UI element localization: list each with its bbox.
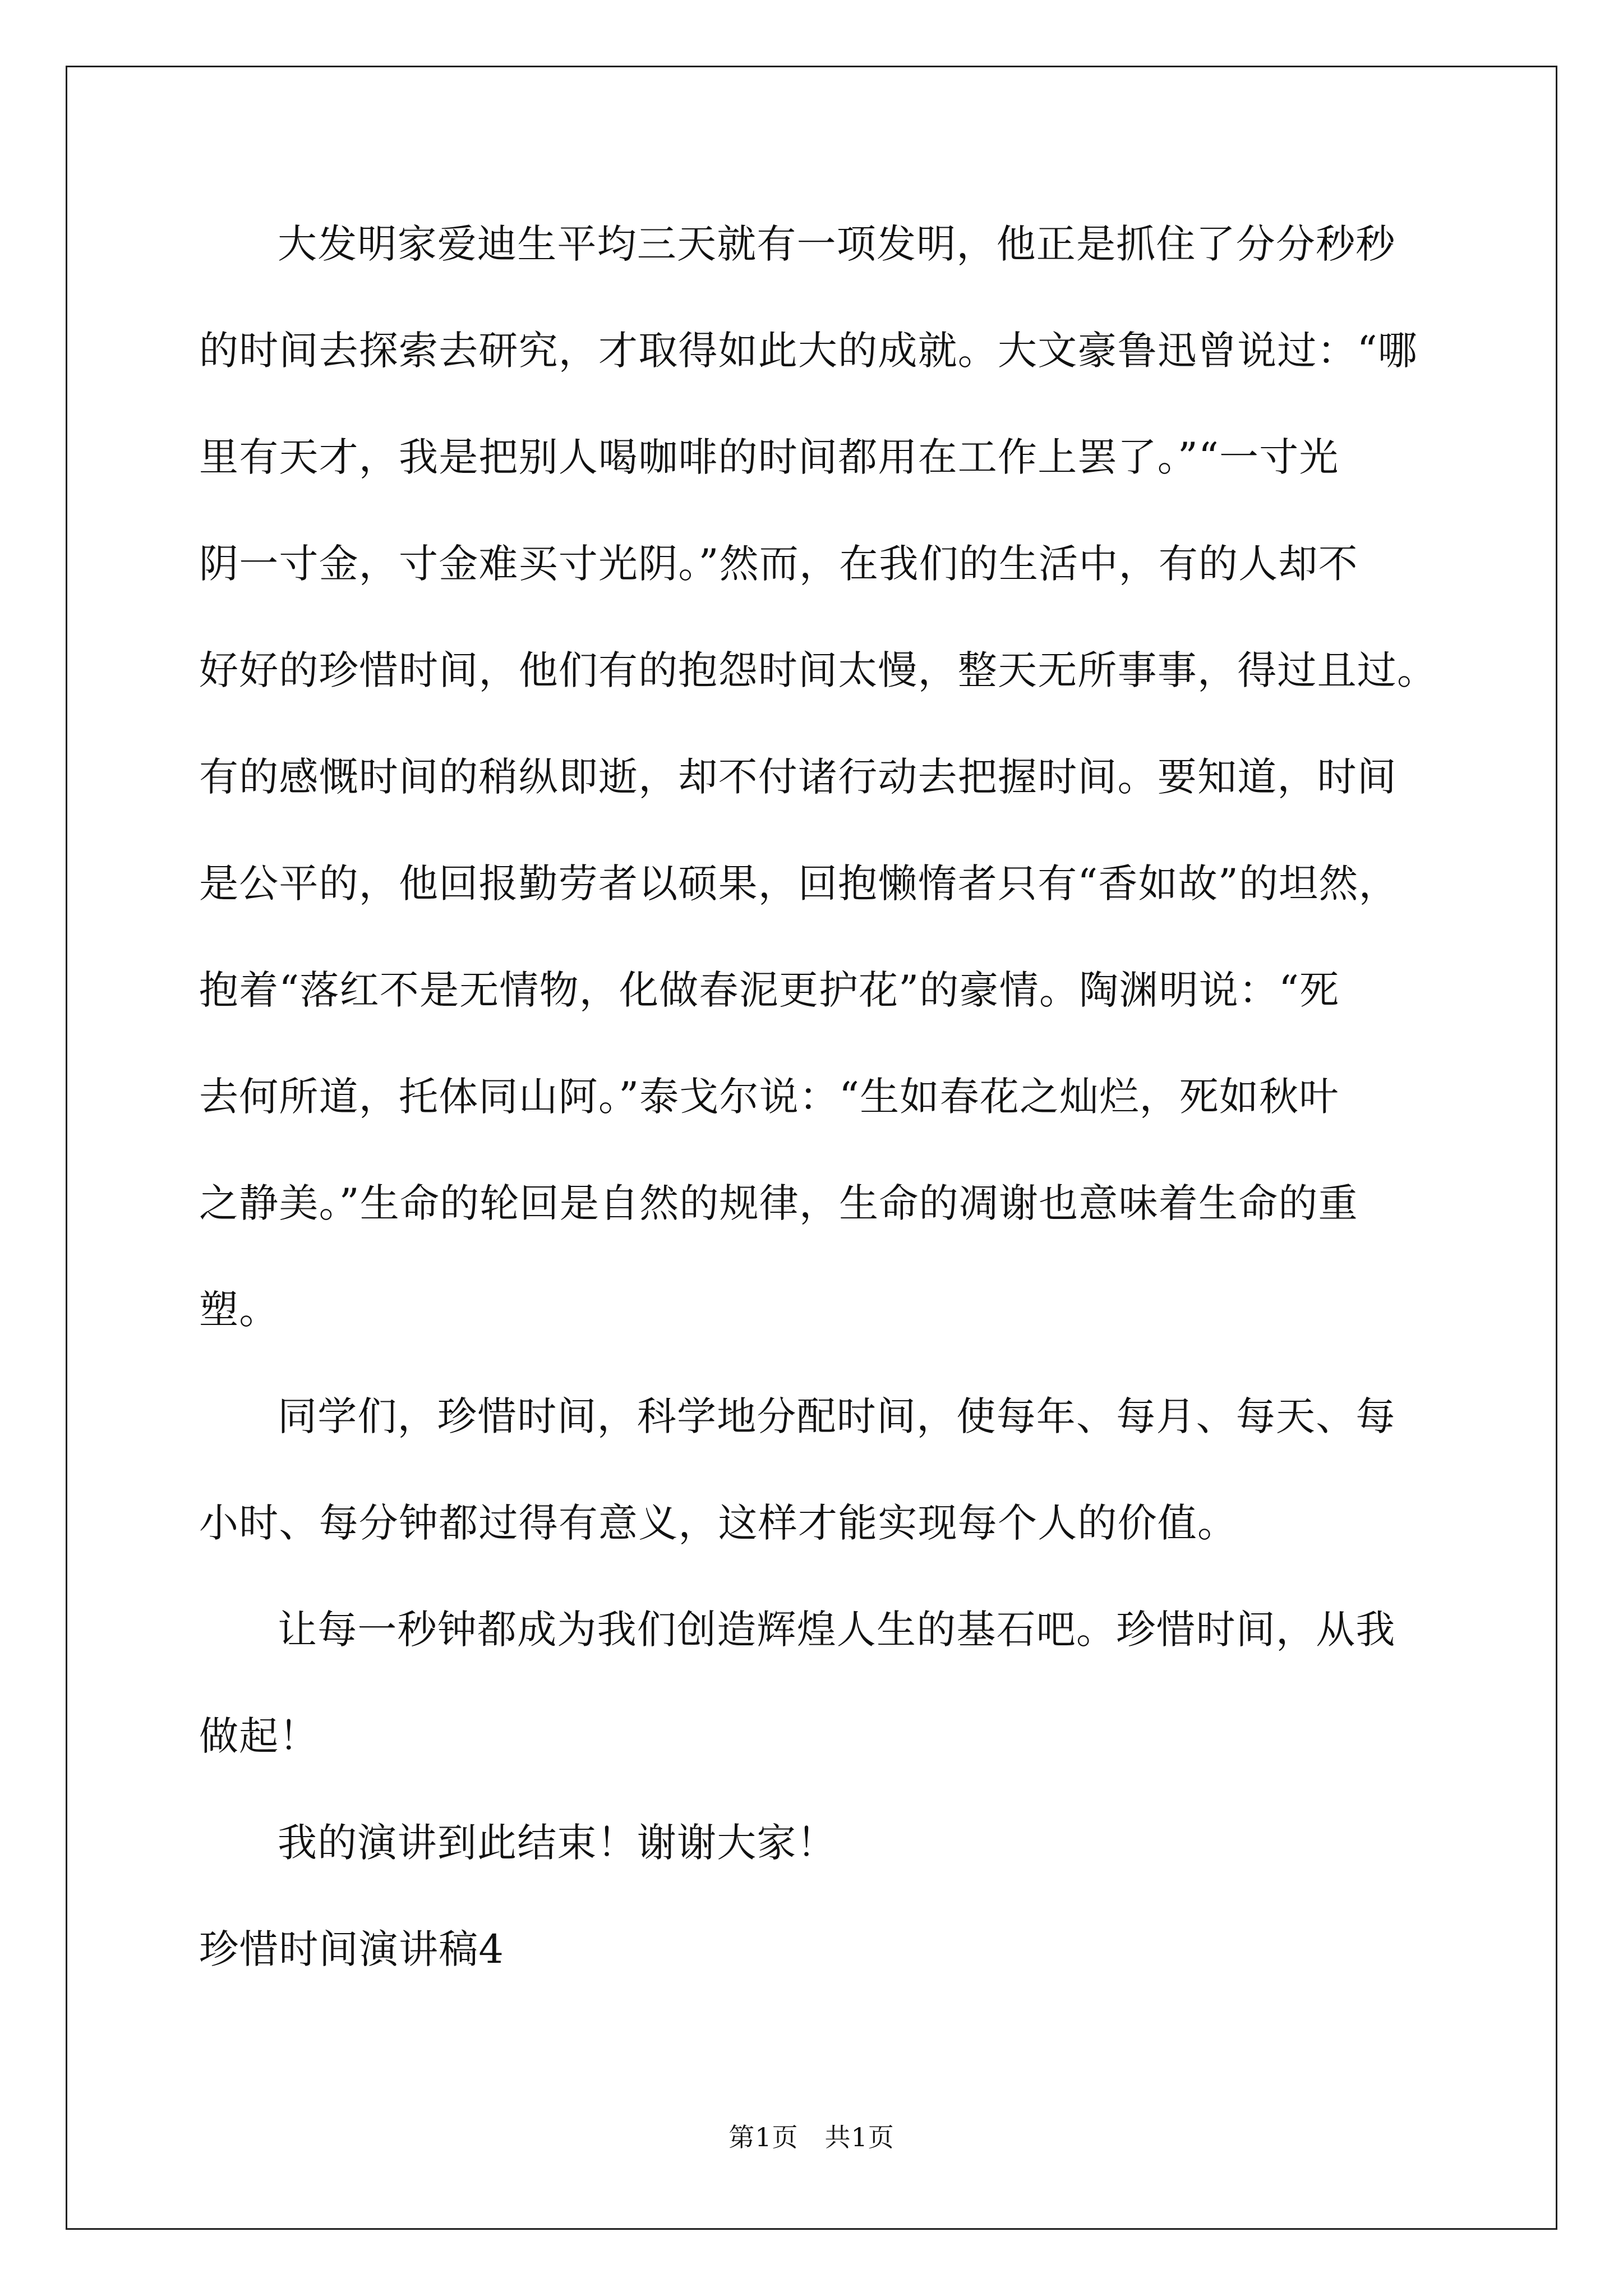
paragraph-line: 是公平的，他回报勤劳者以硕果，回抱懒惰者只有“香如故”的坦然， <box>199 861 1399 907</box>
paragraph-line: 抱着“落红不是无情物，化做春泥更护花”的豪情。陶渊明说：“死 <box>199 967 1340 1013</box>
page-border <box>66 66 1557 2230</box>
paragraph-line: 让每一秒钟都成为我们创造辉煌人生的基石吧。珍惜时间，从我 <box>278 1607 1396 1653</box>
paragraph-line: 我的演讲到此结束！谢谢大家！ <box>278 1820 837 1866</box>
section-heading: 珍惜时间演讲稿4 <box>199 1926 505 1972</box>
paragraph-line: 的时间去探索去研究，才取得如此大的成就。大文豪鲁迅曾说过：“哪 <box>199 328 1418 374</box>
paragraph-line: 好好的珍惜时间，他们有的抱怨时间太慢，整天无所事事，得过且过。 <box>199 647 1437 693</box>
page-footer: 第1页 共1页 <box>728 2122 895 2152</box>
paragraph-line: 之静美。”生命的轮回是自然的规律，生命的凋谢也意味着生命的重 <box>199 1180 1358 1226</box>
paragraph-line: 阴一寸金，寸金难买寸光阴。”然而，在我们的生活中，有的人却不 <box>199 541 1358 587</box>
paragraph-line: 同学们，珍惜时间，科学地分配时间，使每年、每月、每天、每 <box>278 1393 1396 1439</box>
paragraph-line: 做起！ <box>199 1713 319 1759</box>
paragraph-line: 塑。 <box>199 1287 279 1333</box>
paragraph-line: 有的感慨时间的稍纵即逝，却不付诸行动去把握时间。要知道，时间 <box>199 754 1397 800</box>
paragraph-line: 去何所道，托体同山阿。”泰戈尔说：“生如春花之灿烂，死如秋叶 <box>199 1074 1339 1120</box>
paragraph-line: 大发明家爱迪生平均三天就有一项发明，他正是抓住了分分秒秒 <box>278 221 1396 267</box>
paragraph-line: 小时、每分钟都过得有意义，这样才能实现每个人的价值。 <box>199 1500 1238 1546</box>
paragraph-line: 里有天才，我是把别人喝咖啡的时间都用在工作上罢了。”“一寸光 <box>199 434 1339 480</box>
